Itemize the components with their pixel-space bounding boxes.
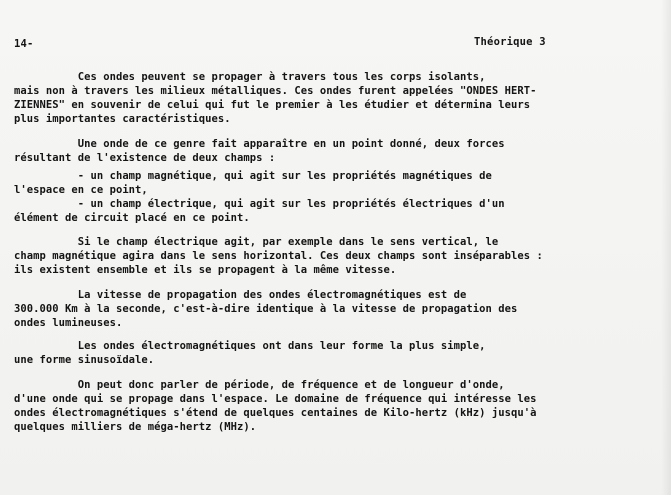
text-line: champ magnétique agira dans le sens horizontal. Ces deux champs sont inséparables : xyxy=(14,250,543,262)
text-line: ondes lumineuses. xyxy=(14,317,123,329)
text-line: La vitesse de propagation des ondes électromagnétiques est de xyxy=(14,289,467,301)
text-line: Si le champ électrique agit, par exemple dans le sens vertical, le xyxy=(14,236,499,248)
text-line: mais non à travers les milieux métalliques. Ces ondes furent appelées "ONDES HERT- xyxy=(14,85,537,97)
text-line: Les ondes électromagnétiques ont dans leur forme la plus simple, xyxy=(14,340,486,352)
text-line: Une onde de ce genre fait apparaître en un point donné, deux forces xyxy=(14,138,505,150)
text-line: Ces ondes peuvent se propager à travers tous les corps isolants, xyxy=(14,71,486,83)
text-line: élément de circuit placé en ce point. xyxy=(14,212,250,224)
text-line: 300.000 Km à la seconde, c'est-à-dire identique à la vitesse de propagation des xyxy=(14,303,518,315)
text-line: - un champ électrique, qui agit sur les propriétés électriques d'un xyxy=(14,198,505,210)
text-line: ils existent ensemble et ils se propagent à la même vitesse. xyxy=(14,264,397,276)
page-edge-shadow xyxy=(661,0,671,495)
text-line: - un champ magnétique, qui agit sur les propriétés magnétiques de xyxy=(14,170,492,182)
text-line: ZIENNES" en souvenir de celui qui fut le premier à les étudier et détermina leurs xyxy=(14,99,531,111)
text-line: On peut donc parler de période, de fréquence et de longueur d'onde, xyxy=(14,379,505,391)
text-line: quelques milliers de méga-hertz (MHz). xyxy=(14,421,257,433)
text-line: d'une onde qui se propage dans l'espace. Le domaine de fréquence qui intéresse les xyxy=(14,393,537,405)
page-number: 14- xyxy=(14,38,34,50)
text-line: plus importantes caractéristiques. xyxy=(14,113,231,125)
text-line: l'espace en ce point, xyxy=(14,184,148,196)
text-line: ondes électromagnétiques s'étend de quelques centaines de Kilo-hertz (kHz) jusqu'à xyxy=(14,407,537,419)
text-line: résultant de l'existence de deux champs : xyxy=(14,152,276,164)
section-title: Théorique 3 xyxy=(474,36,546,48)
text-line: une forme sinusoïdale. xyxy=(14,354,155,366)
